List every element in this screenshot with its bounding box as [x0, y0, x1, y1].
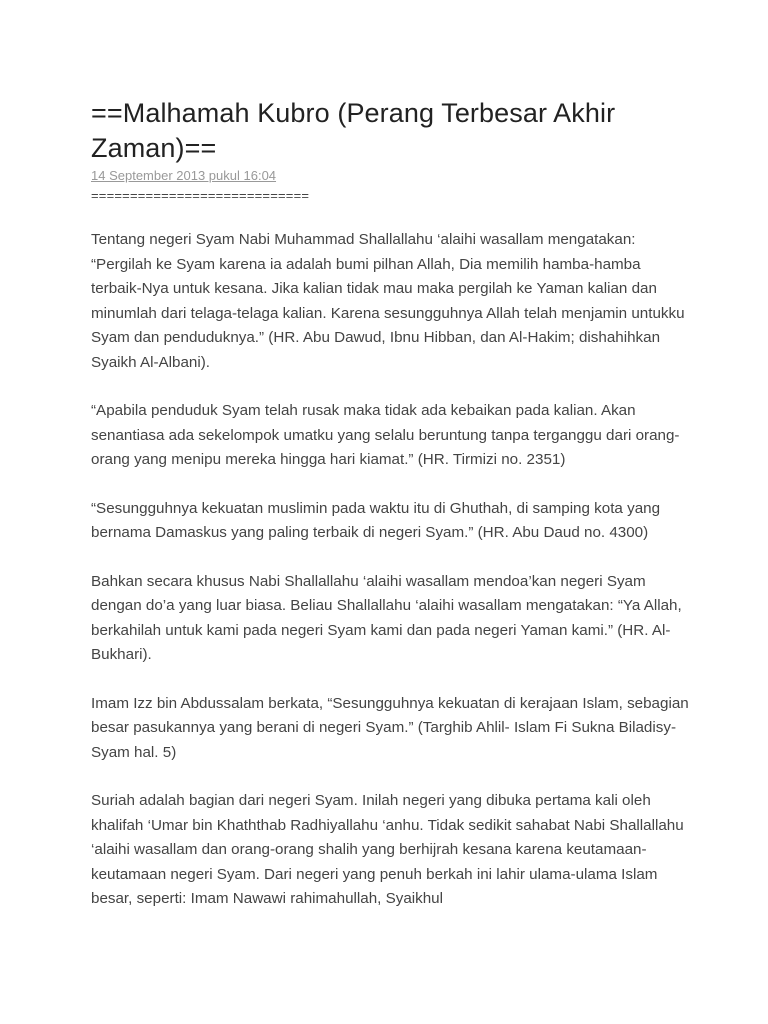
post-title: ==Malhamah Kubro (Perang Terbesar Akhir Zaman)== — [91, 98, 616, 163]
paragraph: “Apabila penduduk Syam telah rusak maka tidak ada kebaikan pada kalian. Akan senantiasa ada sekelompok umatku yang selalu beruntung tanpa terganggu dari orang-orang yang menipu mereka hingga hari kiamat.” (HR. Tirmizi no. 2351) — [91, 402, 680, 468]
paragraph: Tentang negeri Syam Nabi Muhammad Shallallahu ‘alaihi wasallam mengatakan: “Pergilah ke Syam karena ia adalah bumi pilhan Allah, Dia memilih hamba-hamba terbaik-Nya untuk kesana. Jika kalian tidak mau maka pergilah ke Yaman kalian dan minumlah dari telaga-telaga kalian. Karena sesungguhnya Allah telah menjamin untukku Syam dan penduduknya.” (HR. Abu Dawud, Ibnu Hibban, dan Al-Hakim; dishahihkan Syaikh Al-Albani). — [91, 231, 685, 371]
separator-line: ============================ — [91, 188, 310, 203]
post-date-link[interactable]: 14 September 2013 pukul 16:04 — [91, 168, 277, 183]
paragraph: “Sesungguhnya kekuatan muslimin pada waktu itu di Ghuthah, di samping kota yang bernama Damaskus yang paling terbaik di negeri Syam.” (HR. Abu Daud no. 4300) — [91, 499, 661, 541]
document-page — [91, 96, 691, 936]
post-body — [91, 228, 691, 912]
paragraph: Bahkan secara khusus Nabi Shallallahu ‘alaihi wasallam mendoa’kan negeri Syam dengan do’a yang luar biasa. Beliau Shallallahu ‘alaihi wasallam mengatakan: “Ya Allah, berkahilah untuk kami pada negeri Syam kami dan pada negeri Yaman kami.” (HR. Al-Bukhari). — [91, 572, 682, 663]
paragraph: Imam Izz bin Abdussalam berkata, “Sesungguhnya kekuatan di kerajaan Islam, sebagian besar pasukannya yang berani di negeri Syam.” (Targhib Ahlil- Islam Fi Sukna Biladisy-Syam hal. 5) — [91, 694, 689, 761]
paragraph: Suriah adalah bagian dari negeri Syam. Inilah negeri yang dibuka pertama kali oleh khalifah ‘Umar bin Khaththab Radhiyallahu ‘anhu. Tidak sedikit sahabat Nabi Shallallahu ‘alaihi wasallam dan orang-orang shalih yang berhijrah kesana karena keutamaan-keutamaan negeri Syam. Dari negeri yang penuh berkah ini lahir ulama-ulama Islam besar, seperti: Imam Nawawi rahimahullah, Syaikhul — [91, 792, 684, 907]
